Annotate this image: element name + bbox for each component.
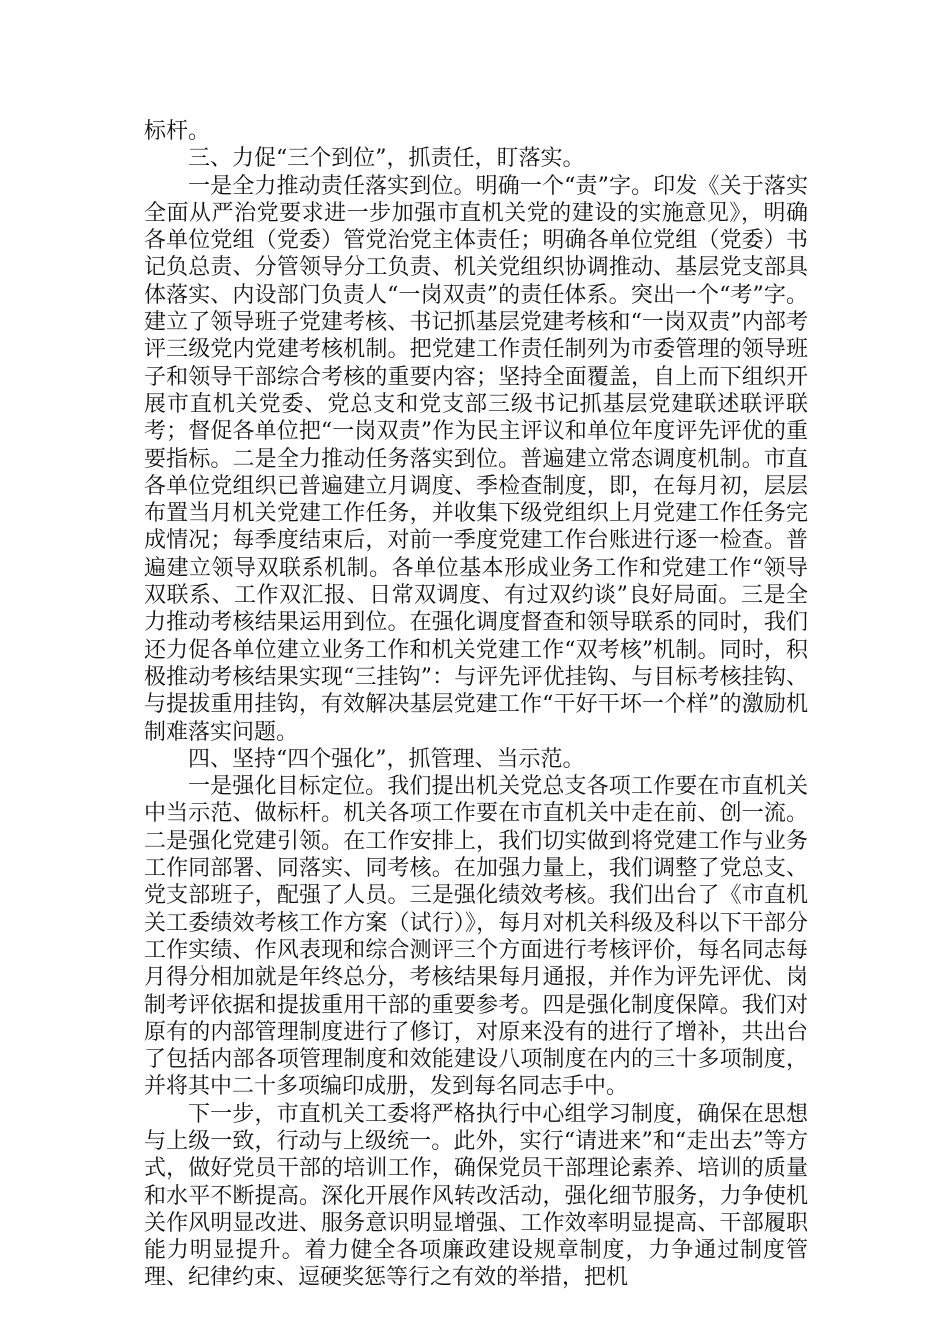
document-page: [144, 118, 808, 1292]
paragraph-continuation: 标杆。: [144, 119, 211, 144]
paragraph-strengthening: 一是强化目标定位。我们提出机关党总支各项工作要在市直机关中当示范、做标杆。机关各项工作要在市直机关中走在前、创一流。二是强化党建引领。在工作安排上，我们切实做到将党建工作与业务工作同部署、同落实、同考核。在加强力量上，我们调整了党总支、党支部班子，配强了人员。三是强化绩效考核。我们出台了《市直机关工委绩效考核工作方案（试行）》，每月对机关科级及科以下干部分工作实绩、作风表现和综合测评三个方面进行考核评价，每名同志每月得分相加就是年终总分，考核结果每月通报，并作为评先评优、岗制考评依据和提拔重用干部的重要参考。四是强化制度保障。我们对原有的内部管理制度进行了修订，对原来没有的进行了增补，共出台了包括内部各项管理制度和效能建设八项制度在内的三十多项制度，并将其中二十多项编印成册，发到每名同志手中。: [144, 774, 808, 1100]
section-heading-four: 四、坚持“四个强化”，抓管理、当示范。: [188, 746, 585, 772]
paragraph-responsibility: 一是全力推动责任落实到位。明确一个“责”字。印发《关于落实全面从严治党要求进一步加强市直机关党的建设的实施意见》，明确各单位党组（党委）管党治党主体责任；明确各单位党组（党委）书记负总责、分管领导分工负责、机关党组织协调推动、基层党支部具体落实、内设部门负责人“一岗双责”的责任体系。突出一个“考”字。建立了领导班子党建考核、书记抓基层党建考核和“一岗双责”内部考评三级党内党建考核机制。把党建工作责任制列为市委管理的领导班子和领导干部综合考核的重要内容；坚持全面覆盖，自上而下组织开展市直机关党委、党总支和党支部三级书记抓基层党建联述联评联考；督促各单位把“一岗双责”作为民主评议和单位年度评先评优的重要指标。二是全力推动任务落实到位。普遍建立常态调度机制。市直各单位党组织已普遍建立月调度、季检查制度，即，在每月初，层层布置当月机关党建工作任务，并收集下级党组织上月党建工作任务完成情况；每季度结束后，对前一季度党建工作台账进行逐一检查。普遍建立领导双联系机制。各单位基本形成业务工作和党建工作“领导双联系、工作双汇报、日常双调度、有过双约谈”良好局面。三是全力推动考核结果运用到位。在强化调度督查和领导联系的同时，我们还力促各单位建立业务工作和机关党建工作“双考核”机制。同时，积极推动考核结果实现“三挂钩”：与评先评优挂钩、与目标考核挂钩、与提拔重用挂钩，有效解决基层党建工作“干好干坏一个样”的激励机制难落实问题。: [144, 173, 808, 745]
section-heading-three: 三、力促“三个到位”，抓责任，盯落实。: [188, 146, 585, 172]
paragraph-next-steps: 下一步，市直机关工委将严格执行中心组学习制度，确保在思想与上级一致，行动与上级统一。此外，实行“请进来”和“走出去”等方式，做好党员干部的培训工作，确保党员干部理论素养、培训的质量和水平不断提高。深化开展作风转改活动，强化细节服务，力争使机关作风明显改进、服务意识明显增强、工作效率明显提高、干部履职能力明显提升。着力健全各项廉政建设规章制度，力争通过制度管理、纪律约束、逗硬奖惩等行之有效的举措，把机: [144, 1101, 808, 1291]
